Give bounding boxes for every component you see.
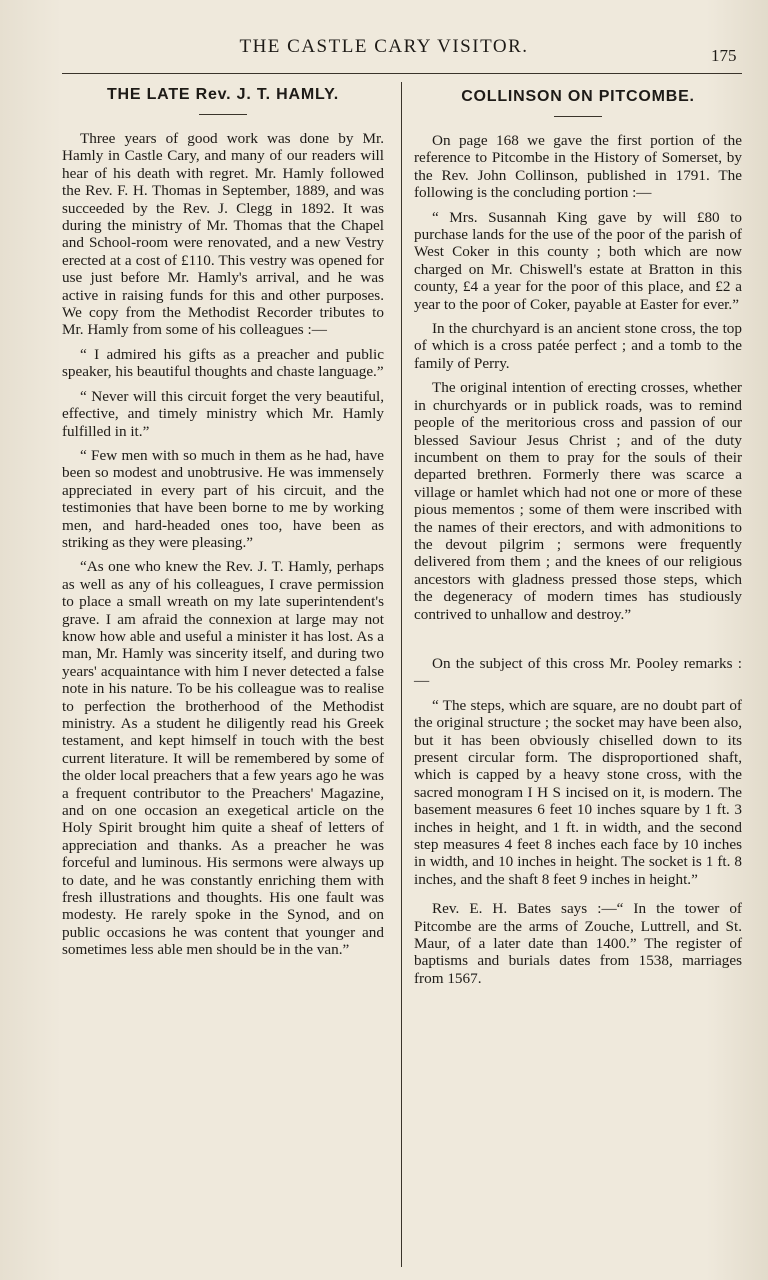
collinson-intro-paragraph: On page 168 we gave the first portion of the reference to Pitcombe in the History of Somerset, by the Rev. John Collinson, published in 1791. The following is the concluding portion :— bbox=[414, 132, 742, 202]
hamly-tribute-2: “ Never will this circuit forget the very beautiful, effective, and timely ministry which Mr. Hamly fulfilled in it.” bbox=[62, 387, 384, 440]
collinson-quote-king: “ Mrs. Susannah King gave by will £80 to purchase lands for the use of the poor of the parish of West Coker in this county ; both which are now charged on Mr. Chiswell's estate at Bratton in this county, £4 a year for the poor of this place, and £2 a year to the poor of Coker, payable at Easter for ever.” bbox=[414, 208, 742, 313]
right-column bbox=[414, 88, 742, 994]
hamly-tribute-3: “ Few men with so much in them as he had, have been so modest and unobtrusive. He was immensely appreciated in every part of his circuit, and the testimonies that have been borne to me by working men, and hard-headed ones too, have been as striking as they were pleasing.” bbox=[62, 446, 384, 551]
page-number: 175 bbox=[711, 46, 737, 65]
column-divider bbox=[401, 82, 402, 1267]
title-rule bbox=[554, 116, 602, 117]
hamly-tribute-4: “As one who knew the Rev. J. T. Hamly, perhaps as well as any of his colleagues, I crave permission to place a small wreath on my late superintendent's grave. I am afraid the connexion at large may not know how able and useful a minister it has lost. As a man, Mr. Hamly was sincerity itself, and during two years' acquaintance with him I never detected a false note in his nature. To be his colleague was to realise to perfection the brotherhood of the Methodist ministry. As a student he diligently read his Greek testament, and kept himself in touch with the best current literature. It will be remembered by some of the older local preachers that a few years ago he was a frequent contributor to the Preachers' Magazine, and on one occasion an exegetical article on the Holy Spirit brought him quite a sheaf of letters of appreciation and thanks. As a preacher he was forceful and luminous. His sermons were always up to date, and he was constantly enriching them with fresh illustrations and thoughts. His one fault was modesty. He rarely spoke in the Synod, and on public occasions he was content that younger and sometimes less able men should be in the van.” bbox=[62, 558, 384, 959]
running-head: THE CASTLE CARY VISITOR. bbox=[239, 36, 529, 57]
collinson-crosses: The original intention of erecting crosses, whether in churchyards or in publick roads, was to remind people of the meritorious cross and passion of our blessed Saviour Jesus Christ ; and of the duty incumbent on them to pray for the souls of their departed brethren. Formerly there was scarce a village or hamlet which had not one or more of these pious mementos ; some of them were inscribed with the names of their erectors, and with admonitions to the devout pilgrim ; sermons were frequently delivered from them ; and the knees of our religious ancestors with gladness pressed those steps, which the degeneracy of modern times has studiously contrived to unhallow and destroy.” bbox=[414, 379, 742, 623]
pooley-intro: On the subject of this cross Mr. Pooley remarks :— bbox=[414, 654, 742, 690]
title-rule bbox=[199, 114, 247, 115]
hamly-tribute-1: “ I admired his gifts as a preacher and public speaker, his beautiful thoughts and chaste language.” bbox=[62, 345, 384, 381]
collinson-churchyard: In the churchyard is an ancient stone cross, the top of which is a cross patée perfect ; and a tomb to the family of Perry. bbox=[414, 320, 742, 372]
pooley-quote: “ The steps, which are square, are no doubt part of the original structure ; the socket may have been also, but it has been obviously chiselled down to its present circular form. The disproportioned shaft, which is capped by a heavy stone cross, with the sacred monogram I H S incised on it, is modern. The basement measures 6 feet 10 inches square by 1 ft. 3 inches in height, and 1 ft. in width, and the second step measures 4 feet 8 inches each face by 10 inches in width, and 10 inches in height. The socket is 1 ft. 8 inches, and the shaft 8 feet 9 inches in height.” bbox=[414, 696, 742, 888]
bates-quote: Rev. E. H. Bates says :—“ In the tower of Pitcombe are the arms of Zouche, Luttrell, and St. Maur, of a later date than 1400.” The register of baptisms and burials dates from 1538, marriages from 1567. bbox=[414, 900, 742, 987]
hamly-article-title: THE LATE Rev. J. T. HAMLY. bbox=[106, 86, 340, 103]
left-column bbox=[62, 86, 384, 966]
header-rule bbox=[62, 73, 742, 74]
hamly-intro-paragraph: Three years of good work was done by Mr. Hamly in Castle Cary, and many of our readers will hear of his death with regret. Mr. Hamly followed the Rev. F. H. Thomas in September, 1889, and was succeeded by the Rev. J. Clegg in 1892. It was during the ministry of Mr. Thomas that the Chapel and School-room were renovated, and a new Vestry erected at a cost of £110. This vestry was opened for use just before Mr. Hamly's arrival, and he was active in raising funds for this and other purposes. We copy from the Methodist Recorder tributes to Mr. Hamly from some of his colleagues :— bbox=[62, 130, 384, 339]
collinson-article-title: COLLINSON ON PITCOMBE. bbox=[461, 88, 695, 105]
